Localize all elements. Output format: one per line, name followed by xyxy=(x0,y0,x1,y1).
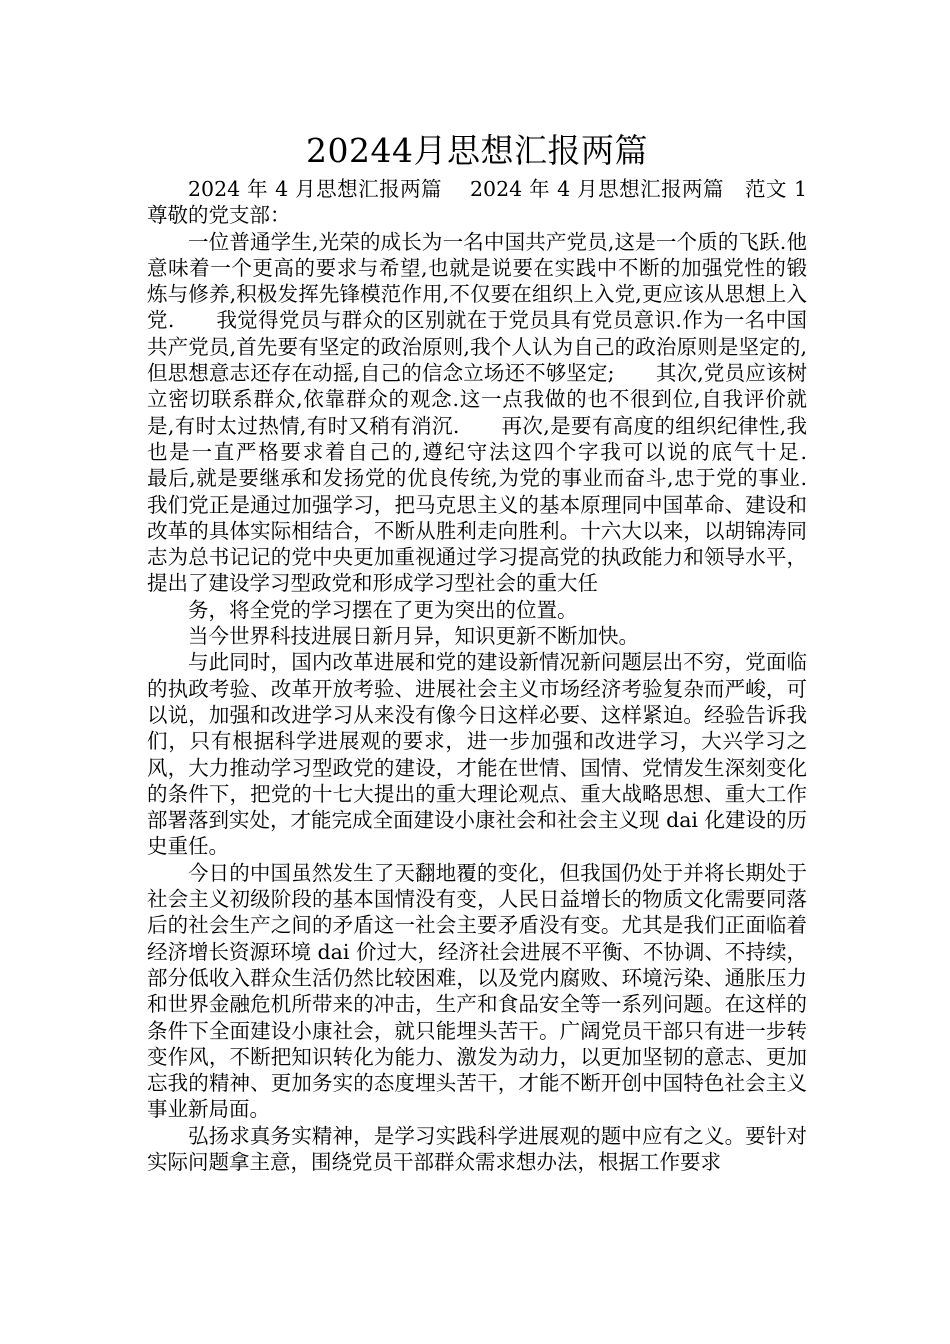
paragraph-body-2: 务，将全党的学习摆在了更为突出的位置。 xyxy=(188,597,578,622)
paragraph-body-6: 弘扬求真务实精神，是学习实践科学进展观的题中应有之义。要针对实际问题拿主意，围绕党员干部群众需求想办法，根据工作要求 xyxy=(147,1123,807,1174)
paragraph-body-1: 一位普通学生,光荣的成长为一名中国共产党员,这是一个质的飞跃.他意味着一个更高的要求与希望,也就是说要在实践中不断的加强党性的锻炼与修养,积极发挥先锋模范作用,不仅要在组织上入党,更应该从思想上入党. 我觉得党员与群众的区别就在于党员具有党员意识.作为一名中国共产党员,首先要有坚定的政治原则,我个人认为自己的政治原则是坚定的,但思想意志还存在动摇,自己的信念立场还不够坚定; 其次,党员应该树立密切联系群众,依靠群众的观念.这一点我做的也不很到位,自我评价就是,有时太过热情,有时又稍有消沉. 再次,是要有高度的组织纪律性,我也是一直严格要求着自己的,遵纪守法这四个字我可以说的底气十足. 最后,就是要继承和发扬党的优良传统,为党的事业而奋斗,忠于党的事业.我们党正是通过加强学习，把马克思主义的基本原理同中国革命、建设和改革的具体实际相结合，不断从胜利走向胜利。十六大以来，以胡锦涛同志为总书记记的党中央更加重视通过学习提高党的执政能力和领导水平，提出了建设学习型政党和形成学习型社会的重大任 xyxy=(147,229,848,596)
paragraph-body-5: 今日的中国虽然发生了天翻地覆的变化，但我国仍处于并将长期处于社会主义初级阶段的基本国情没有变，人民日益增长的物质文化需要同落后的社会生产之间的矛盾这一社会主要矛盾没有变。尤其是我们正面临着经济增长资源环境 dai 价过大，经济社会进展不平衡、不协调、不持续，部分低收入群众生活仍然比较困难，以及党内腐败、环境污染、通胀压力和世界金融危机所带来的冲击，生产和食品安全等一系列问题。在这样的条件下全面建设小康社会，就只能埋头苦干。广阔党员干部只有进一步转变作风，不断把知识转化为能力、激发为动力，以更加坚韧的意志、更加忘我的精神、更加务实的态度埋头苦干，才能不断开创中国特色社会主义事业新局面。 xyxy=(147,860,807,1122)
document-page xyxy=(147,128,848,1175)
paragraph-body-4: 与此同时，国内改革进展和党的建设新情况新问题层出不穷，党面临的执政考验、改革开放考验、进展社会主义市场经济考验复杂而严峻，可以说，加强和改进学习从来没有像今日这样必要、这样紧迫。经验告诉我们，只有根据科学进展观的要求，进一步加强和改进学习，大兴学习之风，大力推动学习型政党的建设，才能在世情、国情、党情发生深刻变化的条件下，把党的十七大提出的重大理论观点、重大战略思想、重大工作部署落到实处，才能完成全面建设小康社会和社会主义现 dai 化建设的历史重任。 xyxy=(147,650,807,859)
paragraph-body-3: 当今世界科技进展日新月异，知识更新不断加快。 xyxy=(188,624,639,649)
document-title: 20244月思想汇报两篇 xyxy=(306,131,648,170)
paragraph-intro: 2024 年 4 月思想汇报两篇 2024 年 4 月思想汇报两篇 范文 1 尊敬的党支部： xyxy=(147,177,828,228)
